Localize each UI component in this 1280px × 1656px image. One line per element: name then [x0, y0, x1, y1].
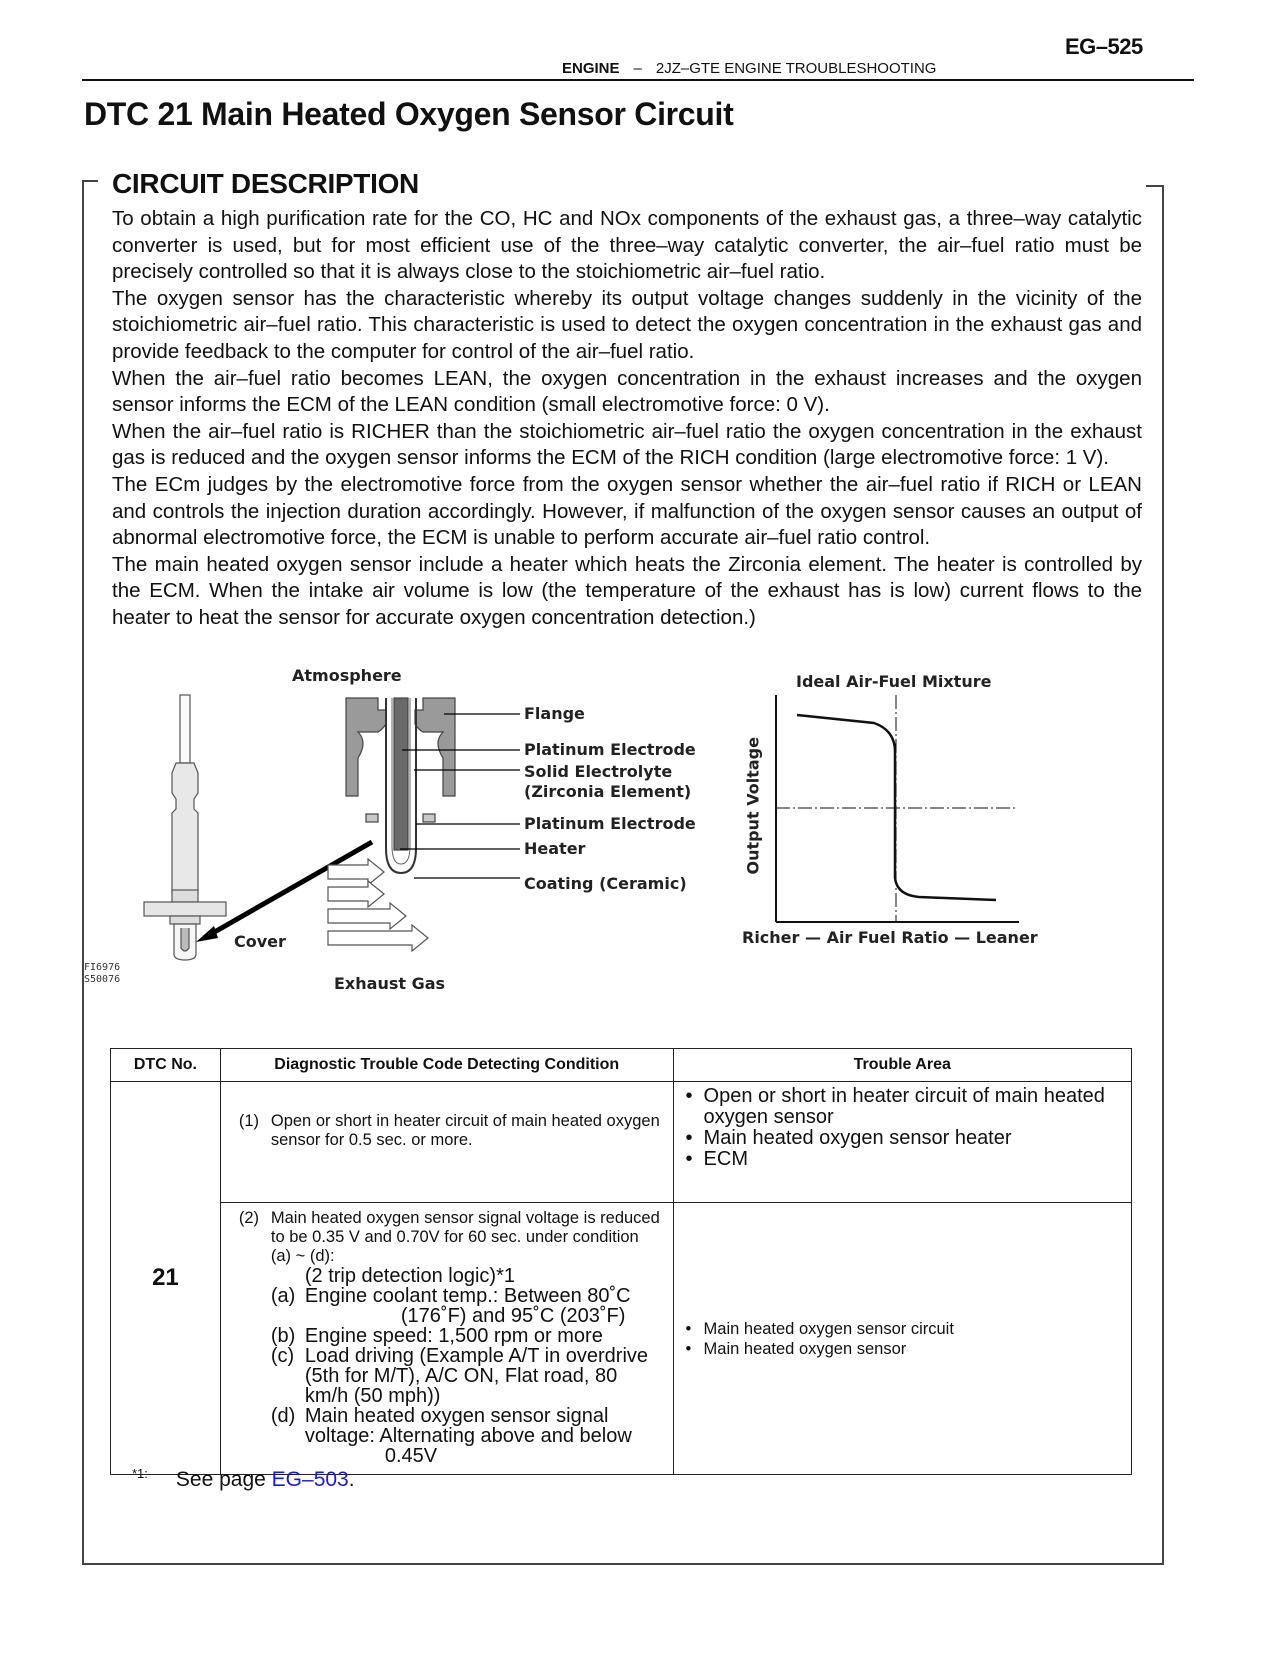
page-number: EG–525 [1065, 34, 1143, 59]
page-link[interactable]: EG–503 [271, 1468, 349, 1491]
paragraph: The oxygen sensor has the characteristic whereby its output voltage changes suddenly in the vicinity of the stoichiometric air–fuel ratio. This characteristic is used to detect the oxygen concentration in the exhaust gas and provide feedback to the computer for control of the air–fuel ratio. [112, 286, 1142, 363]
header-condition: Diagnostic Trouble Code Detecting Condition [220, 1049, 673, 1082]
label-exhaust-gas: Exhaust Gas [334, 974, 446, 993]
label-coating: Coating (Ceramic) [524, 874, 687, 893]
label-cover: Cover [234, 932, 286, 951]
paragraph: When the air–fuel ratio is RICHER than the stoichiometric air–fuel ratio the oxygen concentration in the exhaust gas is reduced and the oxygen sensor informs the ECM of the RICH condition (large electromotive force: 1 V). [112, 419, 1142, 470]
trouble-area-1 [673, 1082, 1131, 1203]
table-row [111, 1203, 1132, 1475]
circuit-description-body [112, 206, 1142, 632]
paragraph: To obtain a high purification rate for the CO, HC and NOx components of the exhaust gas, a three–way catalytic converter is used, but for most efficient use of the three–way catalytic converter, the air–fuel ratio must be precisely controlled so that it is always close to the stoichiometric air–fuel ratio. [112, 207, 1142, 284]
frame-corner [82, 180, 98, 182]
footnote: $^{*1:}$ See page EG–503. [132, 1466, 355, 1491]
dtc-number: 21 [111, 1082, 221, 1475]
header-rule [82, 79, 1194, 81]
list-item: • Main heated oxygen sensor circuit [685, 1319, 954, 1338]
frame-bottom-border [82, 1563, 1164, 1565]
condition-text: Open or short in heater circuit of main heated oxygen sensor for 0.5 sec. or more. [270, 1112, 660, 1149]
condition-num: (2) [238, 1209, 260, 1227]
trouble-area-2 [673, 1203, 1131, 1475]
condition-text: Main heated oxygen sensor signal voltage is reduced to be 0.35 V and 0.70V for 60 sec. under condition (a) ~ (d): [270, 1209, 660, 1265]
graph-y-label: Output Voltage [743, 737, 763, 875]
paragraph: When the air–fuel ratio becomes LEAN, the oxygen concentration in the exhaust increases and the oxygen sensor informs the ECM of the LEAN condition (small electromotive force: 0 V). [112, 366, 1142, 417]
figure-code: S50076 [84, 974, 121, 985]
trip-logic: (2 trip detection logic)*1 [304, 1265, 515, 1287]
graph-title: Ideal Air-Fuel Mixture [796, 672, 992, 691]
figure-code: FI6976 [84, 962, 121, 973]
frame-corner [1146, 185, 1164, 187]
list-item: • Open or short in heater circuit of main heated oxygen sensor [685, 1085, 1105, 1128]
condition-num: (1) [238, 1112, 260, 1130]
label-platinum-electrode: Platinum Electrode [524, 740, 696, 759]
dtc-table [110, 1048, 1132, 1475]
graph-x-label: Richer — Air Fuel Ratio — Leaner [742, 928, 1038, 947]
section-name: ENGINE [562, 60, 620, 77]
oxygen-sensor-figure [84, 666, 1164, 1045]
label-heater: Heater [524, 839, 586, 858]
list-item: • ECM [685, 1148, 748, 1170]
condition-2 [220, 1203, 673, 1475]
header-dtc-no: DTC No. [111, 1049, 221, 1082]
footnote-mark: *1: [132, 1466, 148, 1481]
table-row [111, 1082, 1132, 1203]
table-header-row [111, 1049, 1132, 1082]
footnote-text: See page [175, 1468, 272, 1491]
list-item: • Main heated oxygen sensor heater [685, 1127, 1012, 1149]
label-flange: Flange [524, 704, 585, 723]
label-solid-electrolyte: Solid Electrolyte [524, 762, 673, 781]
section-heading: CIRCUIT DESCRIPTION [112, 168, 419, 199]
condition-items: (a) Engine coolant temp.: Between 80˚C (176˚F) and 95˚C (203˚F) (b) Engine speed: 1,500 rpm or more (c) Load driving (Example A/T in overdrive (5th for M/T), A/C ON, Flat road, 80 km/h (50 mph)) (d) Main heated oxygen sensor signal voltage: Alternating above and below 0.45V [270, 1285, 649, 1467]
paragraph: The main heated oxygen sensor include a heater which heats the Zirconia element. The heater is controlled by the ECM. When the intake air volume is low (the temperature of the exhaust has is low) current flows to the heater to heat the sensor for accurate oxygen concentration detection.) [112, 552, 1142, 629]
list-item: • Main heated oxygen sensor [685, 1339, 907, 1358]
running-header [562, 60, 936, 77]
label-platinum-electrode: Platinum Electrode [524, 814, 696, 833]
label-atmosphere: Atmosphere [292, 666, 402, 685]
page-title: DTC 21 Main Heated Oxygen Sensor Circuit [84, 96, 734, 132]
paragraph: The ECm judges by the electromotive force from the oxygen sensor whether the air–fuel ratio if RICH or LEAN and controls the injection duration accordingly. However, if malfunction of the oxygen sensor causes an output of abnormal electromotive force, the ECM is unable to perform accurate air–fuel ratio control. [112, 472, 1142, 550]
separator: – [633, 60, 642, 77]
condition-1 [220, 1082, 673, 1203]
label-zirconia-element: (Zirconia Element) [524, 782, 692, 801]
subsection-name: 2JZ–GTE ENGINE TROUBLESHOOTING [655, 60, 937, 77]
header-trouble-area: Trouble Area [673, 1049, 1131, 1082]
